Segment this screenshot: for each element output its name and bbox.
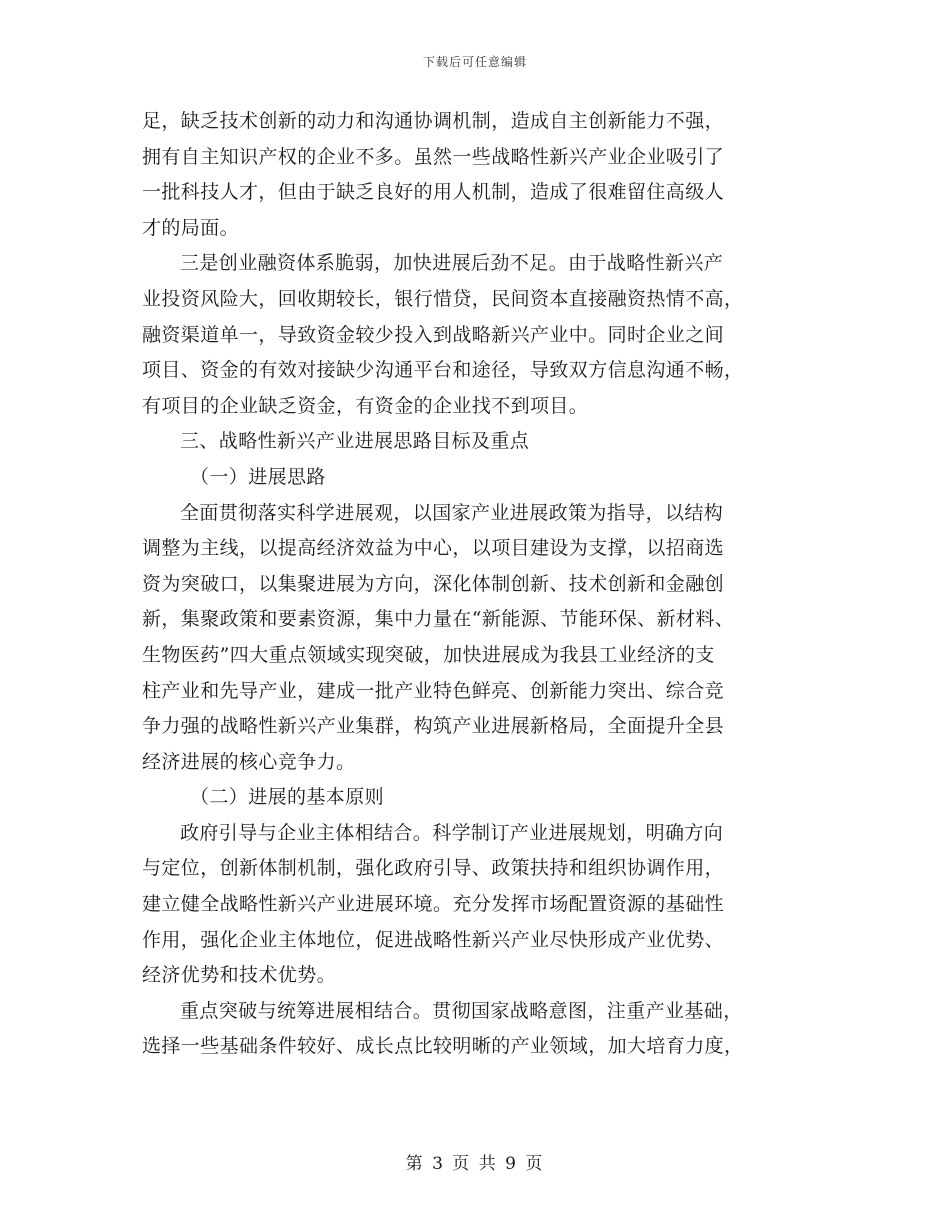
- text-line: 选择一些基础条件较好、成长点比较明晰的产业领域，加大培育力度，: [142, 1035, 744, 1058]
- text-line: 三、战略性新兴产业进展思路目标及重点: [180, 430, 530, 453]
- text-line: 一批科技人才，但由于缺乏良好的用人机制，造成了很难留住高级人: [142, 181, 725, 204]
- text-line: 资为突破口，以集聚进展为方向，深化体制创新、技术创新和金融创: [142, 572, 725, 595]
- document-body: [142, 104, 810, 1065]
- text-line: 政府引导与企业主体相结合。科学制订产业进展规划，明确方向: [180, 821, 724, 844]
- text-line: （二）进展的基本原则: [190, 786, 385, 809]
- text-line: 生物医药”四大重点领域实现突破，加快进展成为我县工业经济的支: [142, 643, 715, 666]
- text-line: 足，缺乏技术创新的动力和沟通协调机制，造成自主创新能力不强，: [142, 110, 725, 132]
- text-line: 新，集聚政策和要素资源，集中力量在“新能源、节能环保、新材料、: [142, 608, 735, 631]
- page-number: 第 3 页 共 9 页: [405, 1154, 545, 1174]
- text-line: （一）进展思路: [190, 465, 326, 488]
- text-line: 柱产业和先导产业，建成一批产业特色鲜亮、创新能力突出、综合竞: [142, 679, 725, 702]
- text-line: 作用，强化企业主体地位，促进战略性新兴产业尽快形成产业优势、: [142, 928, 725, 951]
- text-line: 全面贯彻落实科学进展观，以国家产业进展政策为指导，以结构: [180, 501, 724, 524]
- text-line: 经济进展的核心竞争力。: [142, 750, 356, 773]
- text-line: 与定位，创新体制机制，强化政府引导、政策扶持和组织协调作用，: [142, 857, 725, 880]
- text-line: 重点突破与统筹进展相结合。贯彻国家战略意图，注重产业基础，: [180, 999, 743, 1022]
- text-line: 建立健全战略性新兴产业进展环境。充分发挥市场配置资源的基础性: [142, 893, 725, 916]
- text-line: 才的局面。: [142, 216, 240, 239]
- text-line: 经济优势和技术优势。: [142, 964, 337, 987]
- text-line: 调整为主线，以提高经济效益为中心，以项目建设为支撑，以招商选: [142, 537, 725, 560]
- text-line: 项目、资金的有效对接缺少沟通平台和途径，导致双方信息沟通不畅，: [142, 359, 744, 382]
- text-line: 业投资风险大，回收期较长，银行惜贷，民间资本直接融资热情不高，: [142, 287, 744, 310]
- text-line: 有项目的企业缺乏资金，有资金的企业找不到项目。: [142, 394, 589, 417]
- text-line: 争力强的战略性新兴产业集群，构筑产业进展新格局，全面提升全县: [142, 715, 725, 738]
- page-header: 下载后可任意编辑: [422, 55, 527, 69]
- text-line: 融资渠道单一，导致资金较少投入到战略新兴产业中。同时企业之间: [142, 323, 725, 346]
- text-line: 拥有自主知识产权的企业不多。虽然一些战略性新兴产业企业吸引了: [142, 145, 725, 168]
- text-line: 三是创业融资体系脆弱，加快进展后劲不足。由于战略性新兴产: [180, 252, 724, 275]
